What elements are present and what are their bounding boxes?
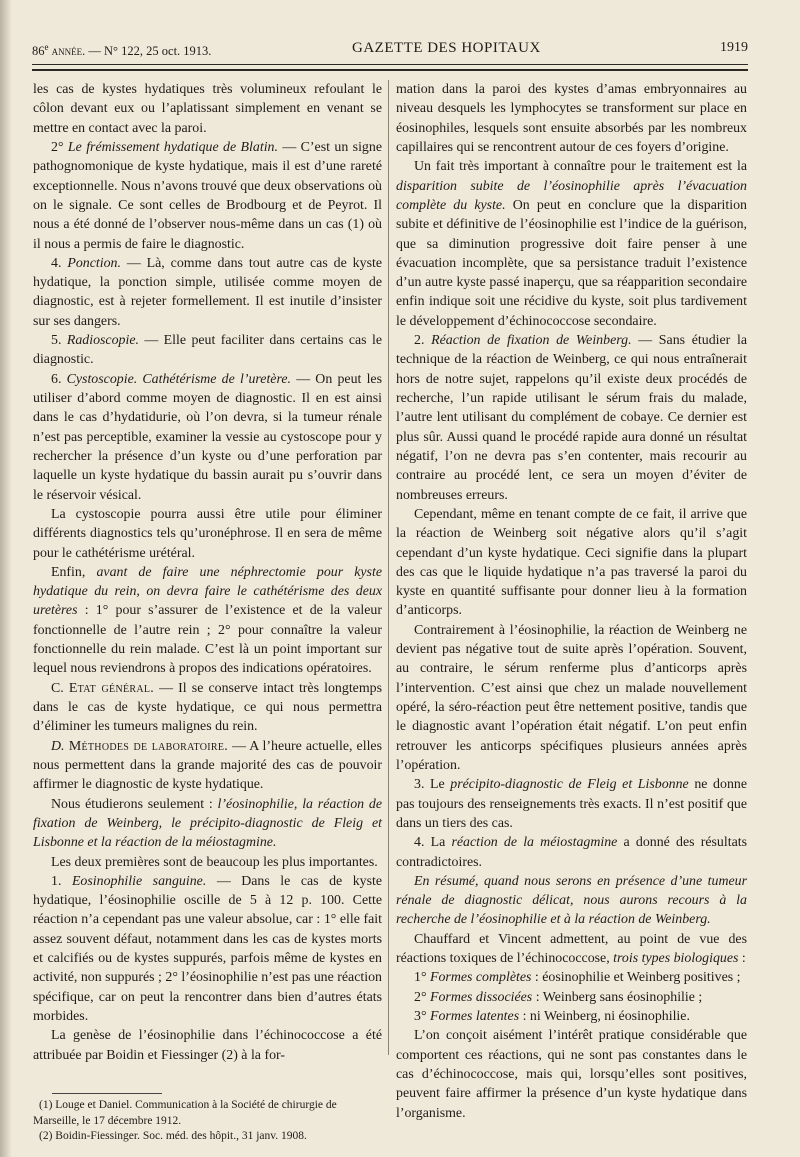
paragraph: Cependant, même en tenant compte de ce fait, il arrive que la réaction de Weinberg soit négative alors qu’il s’agit cependant d’un kyste hydatique. Ceci signifie dans la plupart des cas que le liquide hydatique n’a pas traversé la paroi du kyste en quantité suffisante pour donner lieu à la formation d’anticorps. (396, 506, 747, 619)
text-run: D. (51, 738, 65, 754)
paragraph (33, 737, 382, 795)
text-run: — Il se conserve intact très longtemps dans le cas de kyste hydatique, ce qui nous permettra d’éliminer les tumeurs malignes du rein. (33, 680, 382, 735)
text-run: trois types biologiques (613, 951, 739, 967)
text-run: 1° (414, 970, 430, 986)
paragraph: L’on conçoit aisément l’intérêt pratique considérable que comportent ces réactions, qui ne sont pas constantes dans le cas d’échinococcose, mais qui, lorsqu’elles sont positives, peuvent faire affirmer la présence d’un kyste hydatique dans l’organisme. (396, 1028, 747, 1121)
text-run: Méthodes de laboratoire. (64, 738, 229, 754)
paragraph (396, 833, 747, 872)
text-run: — C’est un signe pathognomonique de kyste hydatique, mais il est d’une rareté exceptionnelle. Nous n’avons trouvé que deux observations où on le signale. Ce sont celles de Brodbourg et de Peyrot. Il nous a été donné de l’observer nous-même dans un cas (1) où il nous a permis de faire le diagnostic. (33, 139, 382, 252)
paragraph (396, 872, 747, 930)
text-run: — Sans étudier la technique de la réaction de Weinberg, ce qui nous entraînerait hors de notre sujet, rappelons qu’il existe deux procédés de recherche, l’un rapide utilisant le sérum frais du malade, l’autre lent utilisant du complément de cobaye. Ce dernier est plus sûr. Aussi quand le procédé rapide aura donné un résultat négatif, l’on ne devra pas s’en contenter, mais recourir au contraire au procédé lent, ce sera un moyen d’éviter de nombreuses erreurs. (396, 333, 747, 503)
text-run: — On peut les utiliser d’abord comme moyen de diagnostic. Il en est ainsi dans le cas d’hydatidurie, où l’on devra, si la tumeur rénale n’est pas perceptible, examiner la vessie au cystoscope pour y rechercher la présence d’un kyste ou d’une perforation par laquelle un kyste hydatique du bassin aurait pu s’ouvrir dans le réservoir vésical. (33, 371, 382, 503)
text-run: : (738, 951, 746, 967)
text-run: : éosinophilie et Weinberg positives ; (531, 970, 741, 986)
text-run: 2° (414, 989, 430, 1005)
text-run: Eosinophilie sanguine. (71, 873, 207, 889)
text-run: 6. (51, 371, 67, 387)
paragraph: Contrairement à l’éosinophilie, la réaction de Weinberg ne devient pas négative tout de suite après l’opération. Souvent, au contraire, le sérum renferme plus d’anticorps après l’intervention. C’est ainsi que chez un malade nouvellement opéré, la séro-réaction peut être nettement positive, tandis que le diagnostic avant l’opération était négatif. L’on peut enfin retrouver les anticorps spécifiques plusieurs années après l’opération. (396, 622, 747, 773)
paragraph (396, 775, 747, 833)
text-run: Radioscopie. (66, 333, 139, 349)
text-run: précipito-diagnostic de Fleig et Lisbonne (450, 777, 689, 793)
paragraph (33, 331, 382, 370)
paragraph (33, 872, 382, 1027)
text-run: l’éosinophilie, la réaction de fixation de Weinberg, le précipito-diagnostic de Fleig et Lisbonne et la réaction de la méiostagmine. (33, 796, 382, 851)
text-run: — Là, comme dans tout autre cas de kyste hydatique, la ponction simple, utilisée comme moyen de diagnostic, est à rejeter formellement. Il est inutile d’insister sur ses dangers. (33, 255, 383, 329)
text-run: 5. (51, 333, 67, 349)
paragraph (396, 157, 747, 331)
text-run: 3° (414, 1009, 430, 1024)
header-rule-thick (32, 69, 748, 71)
journal-title: GAZETTE DES HOPITAUX (352, 40, 541, 56)
text-run: 2° (51, 139, 68, 155)
paragraph (33, 795, 382, 853)
column-divider (388, 80, 389, 1055)
text-run: avant de faire une néphrectomie pour kyste hydatique du rein, on devra faire le cathétérisme des deux uretères (33, 564, 382, 619)
paragraph (396, 968, 747, 987)
paragraph: mation dans la paroi des kystes d’amas embryonnaires au niveau desquels les lymphocytes se transforment sur place en éosinophiles, lesquels sont ensuite absorbés par les nombreux capillaires qui se rencontrent autour de ces foyers d’origine. (396, 82, 747, 155)
paragraph: La cystoscopie pourra aussi être utile pour éliminer différents diagnostics tels qu’uronéphrose. Il en sera de même pour le cathétérisme urétéral. (33, 506, 382, 561)
paragraph (396, 988, 747, 1007)
text-run: Enfin, (51, 564, 97, 580)
text-run: : Weinberg sans éosinophilie ; (532, 989, 703, 1005)
text-run: 2. (414, 333, 432, 349)
paragraph: les cas de kystes hydatiques très volumineux refoulant le côlon devant eux ou l’aplatissant simplement en venant se mettre en contact avec la paroi. (33, 82, 382, 136)
right-column (396, 80, 747, 1123)
text-run: Chauffard et Vincent admettent, au point de vue des réactions toxiques de l’échinococcose, (396, 931, 747, 967)
text-run: Le frémissement hydatique de Blatin. (67, 139, 278, 155)
text-run: C. (51, 680, 69, 696)
text-run: On peut en conclure que la disparition subite et définitive de l’éosinophilie est l’indice de la guérison, que sa diminution progressive doit faire penser à une évacuation incomplète, que sa persistance traduit l’existence d’un autre kyste passé inaperçu, que sa réapparition secondaire enfin indique soit une récidive du kyste, soit plus tardivement le développement d’échinococcose secondaire. (396, 197, 747, 329)
header-rule (32, 64, 748, 65)
paragraph (396, 1007, 747, 1026)
paragraph (33, 679, 382, 737)
text-run: 3. Le (414, 777, 451, 793)
text-run: Réaction de fixation de Weinberg. (431, 333, 632, 349)
footnote: (2) Boidin-Fiessinger. Soc. méd. des hôpit., 31 janv. 1908. (39, 1130, 307, 1142)
text-run: : 1° pour s’assurer de l’existence et de la valeur fonctionnelle de l’autre rein ; 2° pour connaître la valeur fonctionnelle du rein malade. C’est là un point important sur lequel nous reviendrons à propos des indications opératoires. (33, 603, 382, 677)
text-run: — A l’heure actuelle, elles nous permettent dans la grande majorité des cas de pouvoir affirmer le diagnostic de kyste hydatique. (33, 738, 383, 793)
text-run: Etat général. (68, 680, 155, 696)
text-run: Un fait très important à connaître pour le traitement est la (414, 159, 747, 175)
text-run: 4. (51, 255, 68, 271)
paragraph: La genèse de l’éosinophilie dans l’échinococcose a été attribuée par Boidin et Fiessinger (2) à la for- (33, 1028, 382, 1063)
text-run: réaction de la méiostagmine (451, 835, 618, 851)
paragraph (396, 930, 747, 969)
text-run: : ni Weinberg, ni éosinophilie. (519, 1009, 690, 1024)
paragraph: Les deux premières sont de beaucoup les plus importantes. (51, 854, 378, 870)
footnote: (1) Louge et Daniel. Communication à la Société de chirurgie de Marseille, le 17 décembre 1912. (33, 1099, 337, 1127)
text-run: Nous étudierons seulement : (51, 796, 218, 812)
paragraph (33, 254, 382, 331)
footnotes (33, 1098, 382, 1145)
left-column (33, 80, 382, 1065)
paragraph (33, 138, 382, 254)
text-run: Formes latentes (429, 1009, 520, 1024)
page-header (32, 38, 748, 60)
binding-shadow (0, 0, 12, 1157)
text-run: Formes complètes (429, 970, 532, 986)
paragraph (33, 563, 382, 679)
text-run: 4. La (414, 835, 452, 851)
text-run: disparition subite de l’éosinophilie après l’évacuation complète du kyste. (396, 178, 747, 213)
text-run: — Elle peut faciliter dans certains cas le diagnostic. (33, 333, 382, 368)
paragraph (396, 331, 747, 505)
page-number: 1919 (720, 40, 748, 55)
text-run: Formes dissociées (429, 989, 533, 1005)
paragraph (33, 370, 382, 505)
text-run: 1. (51, 873, 72, 889)
text-run: Cystoscopie. Cathétérisme de l’uretère. (66, 371, 292, 387)
text-run: ne donne pas toujours des renseignements très exacts. Il n’est positif que dans un tiers des cas. (396, 777, 747, 831)
text-run: En résumé, quand nous serons en présence d’une tumeur rénale de diagnostic délicat, nous aurons recours à la recherche de l’éosinophilie et à la réaction de Weinberg. (396, 873, 747, 928)
text-run: a donné des résultats contradictoires. (396, 835, 748, 870)
text-run: Ponction. (67, 255, 121, 271)
footnote-rule (52, 1093, 162, 1094)
text-run: — Dans le cas de kyste hydatique, l’éosinophilie oscille de 5 à 12 p. 100. Cette réaction n’a cependant pas une valeur absolue, car : 1° elle fait assez souvent défaut, notamment dans les cas de kystes morts et calcifiés ou de kystes suppurés, parfois même de kystes en activité, non suppurés ; 2° l’éosinophilie n’est pas une réaction spécifique, car on peut la rencontrer dans bien d’autres états morbides. (33, 873, 383, 1024)
issue-info: 86e année. — N° 122, 25 oct. 1913. (32, 42, 212, 59)
